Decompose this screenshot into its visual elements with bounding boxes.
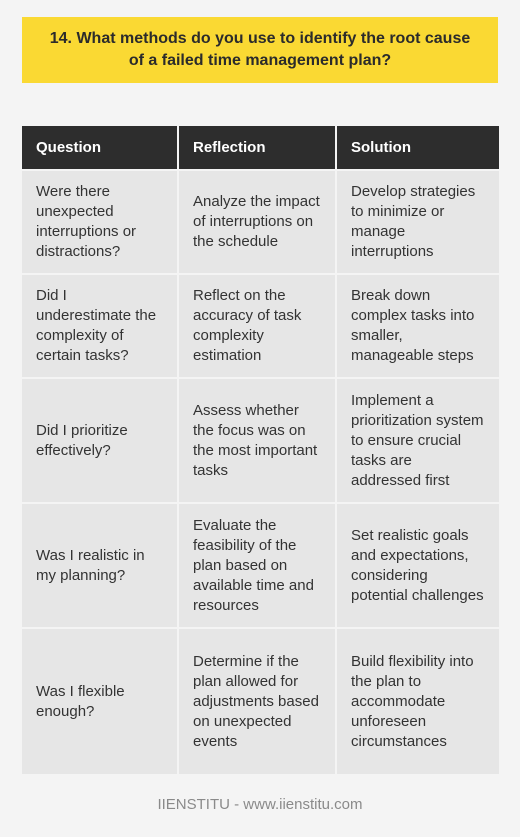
cell-reflection: Determine if the plan allowed for adjustments based on unexpected events xyxy=(178,628,336,774)
header-reflection: Reflection xyxy=(178,126,336,170)
reflection-table xyxy=(22,126,499,774)
cell-question: Was I flexible enough? xyxy=(22,628,178,774)
header-question: Question xyxy=(22,126,178,170)
cell-reflection: Analyze the impact of interruptions on the schedule xyxy=(178,170,336,274)
cell-question: Was I realistic in my planning? xyxy=(22,503,178,628)
title-banner xyxy=(22,17,498,83)
cell-solution: Break down complex tasks into smaller, manageable steps xyxy=(336,274,499,378)
table-header-row xyxy=(22,126,499,170)
header-solution: Solution xyxy=(336,126,499,170)
table-row xyxy=(22,274,499,378)
cell-reflection: Reflect on the accuracy of task complexity estimation xyxy=(178,274,336,378)
cell-solution: Set realistic goals and expectations, considering potential challenges xyxy=(336,503,499,628)
table-row xyxy=(22,378,499,503)
cell-question: Did I underestimate the complexity of certain tasks? xyxy=(22,274,178,378)
footer-credit: IIENSTITU - www.iienstitu.com xyxy=(157,796,363,813)
table-row xyxy=(22,170,499,274)
cell-solution: Develop strategies to minimize or manage interruptions xyxy=(336,170,499,274)
table-row xyxy=(22,628,499,774)
cell-solution: Build flexibility into the plan to accommodate unforeseen circumstances xyxy=(336,628,499,774)
page-title: 14. What methods do you use to identify the root cause of a failed time management plan? xyxy=(49,30,471,69)
cell-question: Were there unexpected interruptions or distractions? xyxy=(22,170,178,274)
table-container xyxy=(22,126,499,774)
table-row xyxy=(22,503,499,628)
cell-solution: Implement a prioritization system to ensure crucial tasks are addressed first xyxy=(336,378,499,503)
cell-reflection: Assess whether the focus was on the most important tasks xyxy=(178,378,336,503)
cell-question: Did I prioritize effectively? xyxy=(22,378,178,503)
cell-reflection: Evaluate the feasibility of the plan based on available time and resources xyxy=(178,503,336,628)
